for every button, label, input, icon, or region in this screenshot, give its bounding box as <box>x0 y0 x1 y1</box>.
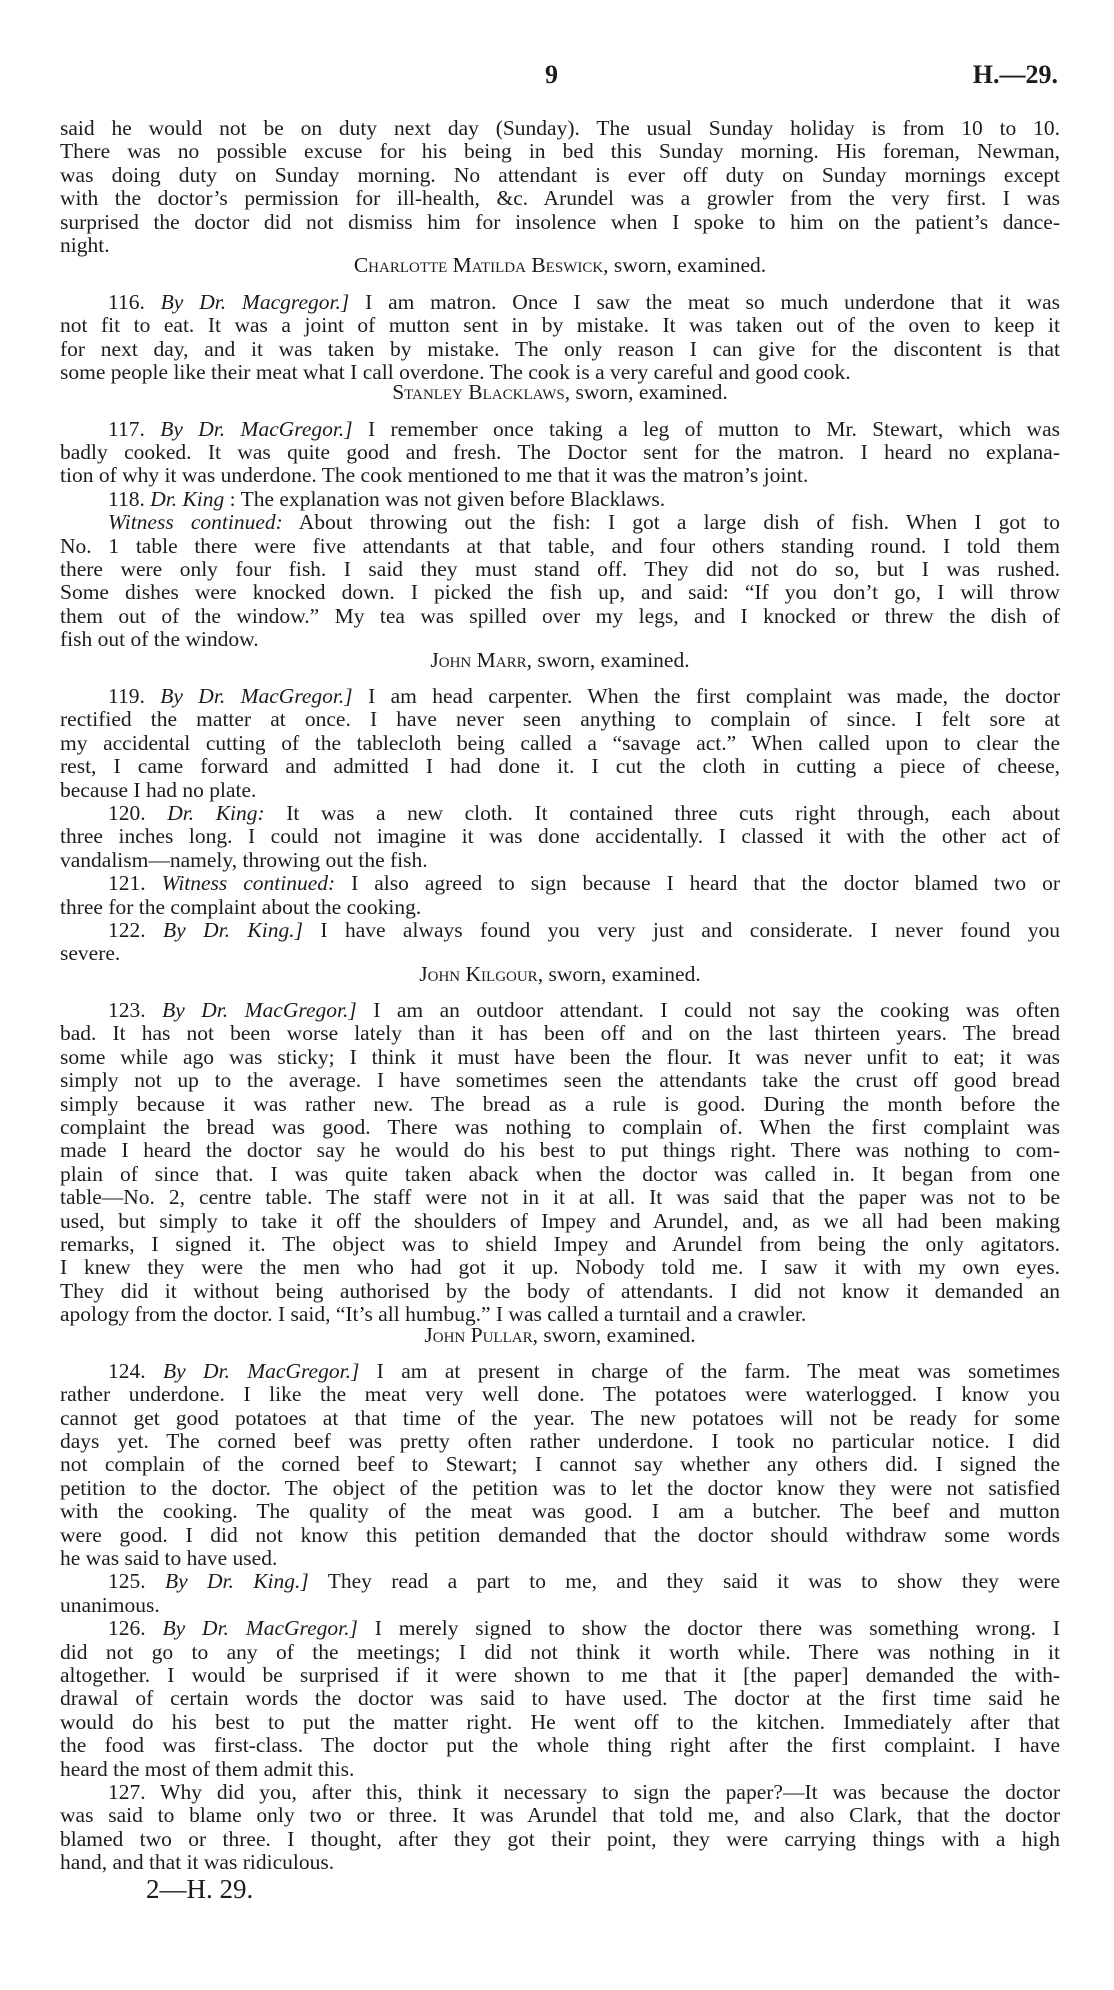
continuation-paragraph <box>60 117 1060 257</box>
item-number: 121. <box>108 871 146 896</box>
examiner: By Dr. MacGregor.] <box>160 683 353 708</box>
text: I have always found you very just and considerate. I never found you <box>302 917 1060 942</box>
item-number: 117. <box>108 416 145 441</box>
text: I also agreed to sign because I heard that the doctor blamed two or <box>335 871 1061 896</box>
witness-heading <box>60 649 1060 672</box>
text: About throwing out the fish: I got a large dish of fish. When I got to <box>282 510 1060 535</box>
text-line: with the cooking. The quality of the meat was good. I am a butcher. The beef and mutton <box>60 1499 1060 1524</box>
text-line: there were only four fish. I said they must stand off. They did not do so, but I was rushed. <box>60 557 1060 582</box>
text-line: made I heard the doctor say he would do his best to put things right. There was nothing to com- <box>60 1138 1060 1163</box>
text: They read a part to me, and they said it was to show they were <box>308 1569 1060 1594</box>
text: I am at present in charge of the farm. The meat was sometimes <box>359 1358 1060 1383</box>
item-number: 122. <box>108 917 146 942</box>
text-line: petition to the doctor. The object of the petition was to let the doctor know they were not satisfied <box>60 1475 1060 1500</box>
evidence-item-116 <box>60 291 1060 385</box>
witness-heading <box>60 963 1060 986</box>
text-line: was said to blame only two or three. It was Arundel that told me, and also Clark, that the doctor <box>60 1803 1060 1828</box>
text-line: simply because it was rather new. The bread as a rule is good. During the month before the <box>60 1091 1060 1116</box>
page-body <box>60 117 1060 1875</box>
text-line: was doing duty on Sunday morning. No attendant is ever off duty on Sunday mornings except <box>60 162 1060 187</box>
text-line: tion of why it was underdone. The cook mentioned to me that it was the matron’s joint. <box>60 463 809 488</box>
text-line: said he would not be on duty next day (Sunday). The usual Sunday holiday is from 10 to 10. <box>60 116 1060 140</box>
examiner: Witness continued: <box>161 871 336 896</box>
text-line: badly cooked. It was quite good and fresh. The Doctor sent for the matron. I heard no explana- <box>60 440 1060 465</box>
text-line: because I had no plate. <box>60 777 257 802</box>
text-line: were good. I did not know this petition demanded that the doctor should withdraw some words <box>60 1522 1060 1547</box>
text-line: hand, and that it was ridiculous. <box>60 1850 335 1875</box>
examiner: By Dr. King.] <box>164 1569 309 1594</box>
text-line: three inches long. I could not imagine it was done accidentally. I classed it with the other act of <box>60 824 1060 849</box>
heading-rest: , sworn, examined. <box>537 961 701 986</box>
text-line: night. <box>60 232 110 257</box>
document-reference: H.—29. <box>972 60 1058 89</box>
text-line: remarks, I signed it. The object was to shield Impey and Arundel from being the only agitators. <box>60 1231 1060 1256</box>
examiner: By Dr. MacGregor.] <box>160 416 353 441</box>
evidence-item-121 <box>60 872 1060 919</box>
text: Why did you, after this, think it necessary to sign the paper?—It was because the doctor <box>145 1779 1060 1804</box>
text-line: surprised the doctor did not dismiss him for insolence when I spoke to him on the patient’s dance- <box>60 209 1060 234</box>
text-line: with the doctor’s permission for ill-health, &c. Arundel was a growler from the very first. I was <box>60 186 1060 211</box>
text-line: cannot get good potatoes at that time of the year. The new potatoes will not be ready for some <box>60 1405 1060 1430</box>
text-line: heard the most of them admit this. <box>60 1756 355 1781</box>
examiner: By Dr. MacGregor.] <box>162 1616 358 1641</box>
text-line: They did it without being authorised by the body of attendants. I did not know it demanded an <box>60 1278 1060 1303</box>
text-line: three for the complaint about the cooking. <box>60 894 422 919</box>
text-line: my accidental cutting of the tablecloth being called a “savage act.” When called upon to clear the <box>60 730 1060 755</box>
examiner: By Dr. MacGregor.] <box>162 998 357 1023</box>
text-line: for next day, and it was taken by mistake. The only reason I can give for the discontent is that <box>60 336 1060 361</box>
item-number: 127. <box>108 1779 146 1804</box>
text-line: did not go to any of the meetings; I did not think it worth while. There was nothing in it <box>60 1639 1060 1664</box>
witness-heading <box>60 254 1060 277</box>
text-line: severe. <box>60 941 121 966</box>
text-line: unanimous. <box>60 1592 160 1617</box>
evidence-item-124 <box>60 1360 1060 1571</box>
text-line: I knew they were the men who had got it up. Nobody told me. I saw it with my own eyes. <box>60 1255 1060 1280</box>
text-line: No. 1 table there were five attendants at that table, and four others standing round. I told them <box>60 533 1060 558</box>
page-number: 9 <box>545 60 558 89</box>
text: I merely signed to show the doctor there was something wrong. I <box>357 1616 1060 1641</box>
text-line: days yet. The corned beef was pretty often rather underdone. I took no particular notice. I did <box>60 1429 1060 1454</box>
text-line: apology from the doctor. I said, “It’s all humbug.” I was called a turntail and a crawler. <box>60 1302 807 1327</box>
text-line: There was no possible excuse for his being in bed this Sunday morning. His foreman, Newman, <box>60 139 1060 164</box>
text-line: drawal of certain words the doctor was said to have used. The doctor at the first time said he <box>60 1686 1060 1711</box>
examiner: By Dr. King.] <box>163 917 303 942</box>
evidence-item-117 <box>60 418 1060 488</box>
examiner: Witness continued: <box>108 510 283 535</box>
witness-name: John Marr <box>430 647 527 672</box>
evidence-item-126 <box>60 1617 1060 1781</box>
text: I am head carpenter. When the first complaint was made, the doctor <box>352 683 1060 708</box>
evidence-item-123 <box>60 999 1060 1326</box>
examiner: Dr. King: <box>167 800 265 825</box>
witness-name: John Kilgour <box>419 961 538 986</box>
witness-name: John Pullar <box>424 1322 533 1347</box>
text: It was a new cloth. It contained three cuts right through, each about <box>264 800 1060 825</box>
heading-rest: , sworn, examined. <box>603 253 767 278</box>
text-line: fish out of the window. <box>60 627 259 652</box>
text-line: them out of the window.” My tea was spilled over my legs, and I knocked or threw the dish of <box>60 603 1060 628</box>
evidence-item-127 <box>60 1781 1060 1875</box>
text-line: rather underdone. I like the meat very well done. The potatoes were waterlogged. I know you <box>60 1382 1060 1407</box>
item-number: 120. <box>108 800 146 825</box>
examiner: By Dr. MacGregor.] <box>162 1358 360 1383</box>
heading-rest: , sworn, examined. <box>532 1322 696 1347</box>
witness-heading <box>60 1324 1060 1347</box>
text-line: plain of since that. I was quite taken aback when the doctor was called in. It began from one <box>60 1161 1060 1186</box>
witness-name: Charlotte Matilda Beswick <box>353 253 604 278</box>
text: I remember once taking a leg of mutton to Mr. Stewart, which was <box>352 416 1060 441</box>
item-number: 123. <box>108 998 146 1023</box>
witness-heading <box>60 381 1060 404</box>
item-number: 118. <box>108 486 145 511</box>
item-number: 126. <box>108 1616 146 1641</box>
evidence-item-120 <box>60 802 1060 872</box>
witness-continued-118 <box>60 511 1060 651</box>
evidence-item-122 <box>60 919 1060 966</box>
text: I am matron. Once I saw the meat so much underdone that it was <box>349 289 1060 314</box>
evidence-item-125 <box>60 1570 1060 1617</box>
text-line: bad. It has not been worse lately than it has been off and on the last thirteen years. The bread <box>60 1021 1060 1046</box>
text-line: the food was first-class. The doctor put the whole thing right after the first complaint. I have <box>60 1733 1060 1758</box>
item-number: 125. <box>108 1569 146 1594</box>
witness-name: Stanley Blacklaws <box>392 380 565 405</box>
text-line: altogether. I would be surprised if it were shown to me that it [the paper] demanded the with- <box>60 1663 1060 1687</box>
text-line: would do his best to put the matter right. He went off to the kitchen. Immediately after that <box>60 1709 1060 1734</box>
text-line: rest, I came forward and admitted I had done it. I cut the cloth in cutting a piece of cheese, <box>60 754 1060 779</box>
examiner: Dr. King <box>150 486 225 511</box>
item-number: 119. <box>108 683 145 708</box>
text-line: some people like their meat what I call overdone. The cook is a very careful and good cook. <box>60 359 851 384</box>
signature-mark: 2—H. 29. <box>146 1874 254 1904</box>
text-line: table—No. 2, centre table. The staff were not in it at all. It was said that the paper was not to be <box>60 1185 1060 1210</box>
evidence-item-119 <box>60 685 1060 802</box>
text-line: vandalism—namely, throwing out the fish. <box>60 847 428 872</box>
text-line: not complain of the corned beef to Stewart; I cannot say whether any others did. I signed the <box>60 1452 1060 1477</box>
evidence-item-118 <box>60 488 1060 511</box>
text-line: complaint the bread was good. There was nothing to complain of. When the first complaint was <box>60 1115 1060 1140</box>
text-line: blamed two or three. I thought, after they got their point, they were carrying things with a high <box>60 1826 1060 1851</box>
text-line: he was said to have used. <box>60 1546 278 1571</box>
text-line: some while ago was sticky; I think it must have been the flour. It was never unfit to eat; it was <box>60 1044 1060 1069</box>
text-line: rectified the matter at once. I have never seen anything to complain of since. I felt sore at <box>60 707 1060 732</box>
text-line: used, but simply to take it off the shoulders of Impey and Arundel, and, as we all had been making <box>60 1208 1060 1233</box>
text-line: simply not up to the average. I have sometimes seen the attendants take the crust off good bread <box>60 1068 1060 1093</box>
text: : The explanation was not given before Blacklaws. <box>224 486 666 511</box>
item-number: 116. <box>108 289 145 314</box>
text-line: not fit to eat. It was a joint of mutton sent in by mistake. It was taken out of the oven to keep it <box>60 313 1060 338</box>
heading-rest: , sworn, examined. <box>564 380 728 405</box>
examiner: By Dr. Macgregor.] <box>160 289 350 314</box>
text: I am an outdoor attendant. I could not say the cooking was often <box>356 998 1060 1023</box>
item-number: 124. <box>108 1358 146 1383</box>
text-line: Some dishes were knocked down. I picked the fish up, and said: “If you don’t go, I will throw <box>60 580 1060 605</box>
heading-rest: , sworn, examined. <box>526 647 690 672</box>
